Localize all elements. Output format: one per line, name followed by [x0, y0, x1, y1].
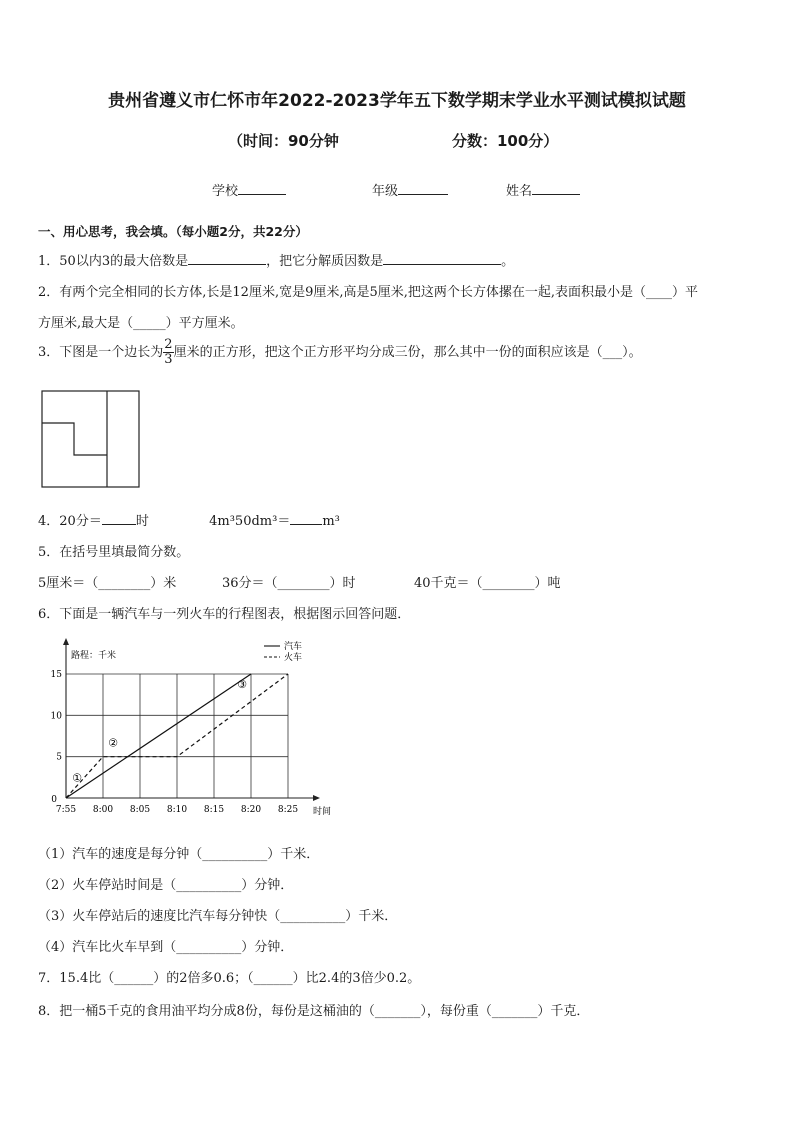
- q4-blank-1[interactable]: [102, 510, 136, 525]
- y-axis-arrow: [63, 638, 69, 645]
- question-8: 8．把一桶5千克的食用油平均分成8份，每份是这桶油的（_______），每份重（_______）千克．: [38, 1004, 590, 1019]
- chart-labels: [51, 640, 331, 817]
- annotation-label: ②: [108, 736, 118, 750]
- question-5-a: 5厘米＝（________）米: [38, 576, 177, 591]
- name-field: [506, 180, 580, 199]
- q1-text-a: 1．50以内3的最大倍数是: [38, 254, 189, 269]
- q4-text-d: m³: [322, 514, 340, 529]
- square-outline: [42, 391, 139, 487]
- page-title: 贵州省遵义市仁怀市年2022-2023学年五下数学期末学业水平测试模拟试题: [108, 91, 686, 111]
- question-1: [38, 250, 514, 269]
- q4-text-c: 4m³50dm³＝: [209, 514, 291, 529]
- legend-label: 火车: [284, 653, 303, 663]
- x-axis-label: 时间: [313, 807, 332, 817]
- q3-text-b: 厘米的正方形，把这个正方形平均分成三份，那么其中一份的面积应该是（___）。: [173, 345, 642, 360]
- fraction: [163, 338, 173, 367]
- q4-text-b: 时: [135, 514, 149, 529]
- travel-chart: [40, 632, 350, 824]
- q1-blank-2[interactable]: [383, 250, 501, 265]
- x-tick-label: 8:00: [92, 805, 114, 815]
- score-label: 分数：100分）: [452, 132, 559, 150]
- chart-axes: [63, 638, 320, 801]
- series-line-car: [66, 674, 251, 798]
- school-field: [212, 180, 286, 199]
- question-6-sub1: （1）汽车的速度是每分钟（__________）千米．: [38, 847, 320, 862]
- section-heading: 一、用心思考，我会填。（每小题2分，共22分）: [38, 224, 308, 239]
- question-6-stem: 6．下面是一辆汽车与一列火车的行程图表，根据图示回答问题．: [38, 607, 411, 622]
- legend-label: 汽车: [284, 642, 303, 652]
- y-tick-label: 15: [50, 670, 62, 680]
- school-blank[interactable]: [238, 180, 286, 195]
- school-label: 学校: [212, 184, 239, 199]
- question-2-line1: 2．有两个完全相同的长方体,长是12厘米,宽是9厘米,高是5厘米,把这两个长方体摞在一起,表面积最小是（____）平: [38, 285, 699, 300]
- x-axis-arrow: [313, 795, 320, 801]
- x-tick-label: 8:15: [203, 805, 225, 815]
- name-label: 姓名: [506, 184, 533, 199]
- q3-text-a: 3．下图是一个边长为: [38, 345, 164, 360]
- square-divider-step: [42, 423, 107, 455]
- x-tick-label: 8:20: [240, 805, 262, 815]
- x-tick-label: 8:25: [277, 805, 299, 815]
- y-tick-label: 10: [50, 711, 62, 722]
- question-3: [38, 338, 642, 367]
- grade-blank[interactable]: [398, 180, 448, 195]
- annotation-label: ①: [72, 771, 82, 785]
- chart-grid: [66, 674, 288, 798]
- x-tick-label: 7:55: [55, 805, 77, 815]
- square-figure: [41, 390, 141, 490]
- question-6-sub4: （4）汽车比火车早到（__________）分钟．: [38, 940, 294, 955]
- question-2-line2: 方厘米,最大是（_____）平方厘米。: [38, 316, 244, 331]
- question-5-stem: 5．在括号里填最简分数。: [38, 545, 190, 560]
- x-tick-label: 8:05: [129, 805, 151, 815]
- y-axis-label: 路程：千米: [71, 651, 117, 661]
- y-tick-label: 0: [51, 795, 57, 805]
- grade-field: [372, 180, 448, 199]
- question-4: [38, 510, 340, 529]
- question-5-b: 36分＝（________）时: [222, 576, 356, 591]
- q1-blank-1[interactable]: [188, 250, 266, 265]
- y-tick-label: 5: [56, 752, 62, 763]
- grade-label: 年级: [372, 184, 399, 199]
- fraction-numerator: 2: [164, 337, 173, 352]
- question-6-sub2: （2）火车停站时间是（__________）分钟．: [38, 878, 294, 893]
- name-blank[interactable]: [532, 180, 580, 195]
- q1-text-b: ，把它分解质因数是: [266, 254, 384, 269]
- question-5-c: 40千克＝（________）吨: [414, 576, 561, 591]
- question-7: 7．15.4比（______）的2倍多0.6；（______）比2.4的3倍少0.2。: [38, 971, 421, 986]
- question-6-sub3: （3）火车停站后的速度比汽车每分钟快（__________）千米．: [38, 909, 398, 924]
- annotation-label: ③: [237, 678, 247, 692]
- q4-text-a: 4．20分＝: [38, 514, 102, 529]
- fraction-denominator: 3: [164, 352, 173, 367]
- x-tick-label: 8:10: [166, 805, 188, 815]
- q1-text-c: 。: [501, 254, 515, 269]
- time-label: （时间：90分钟: [228, 132, 339, 150]
- q4-blank-2[interactable]: [290, 510, 322, 525]
